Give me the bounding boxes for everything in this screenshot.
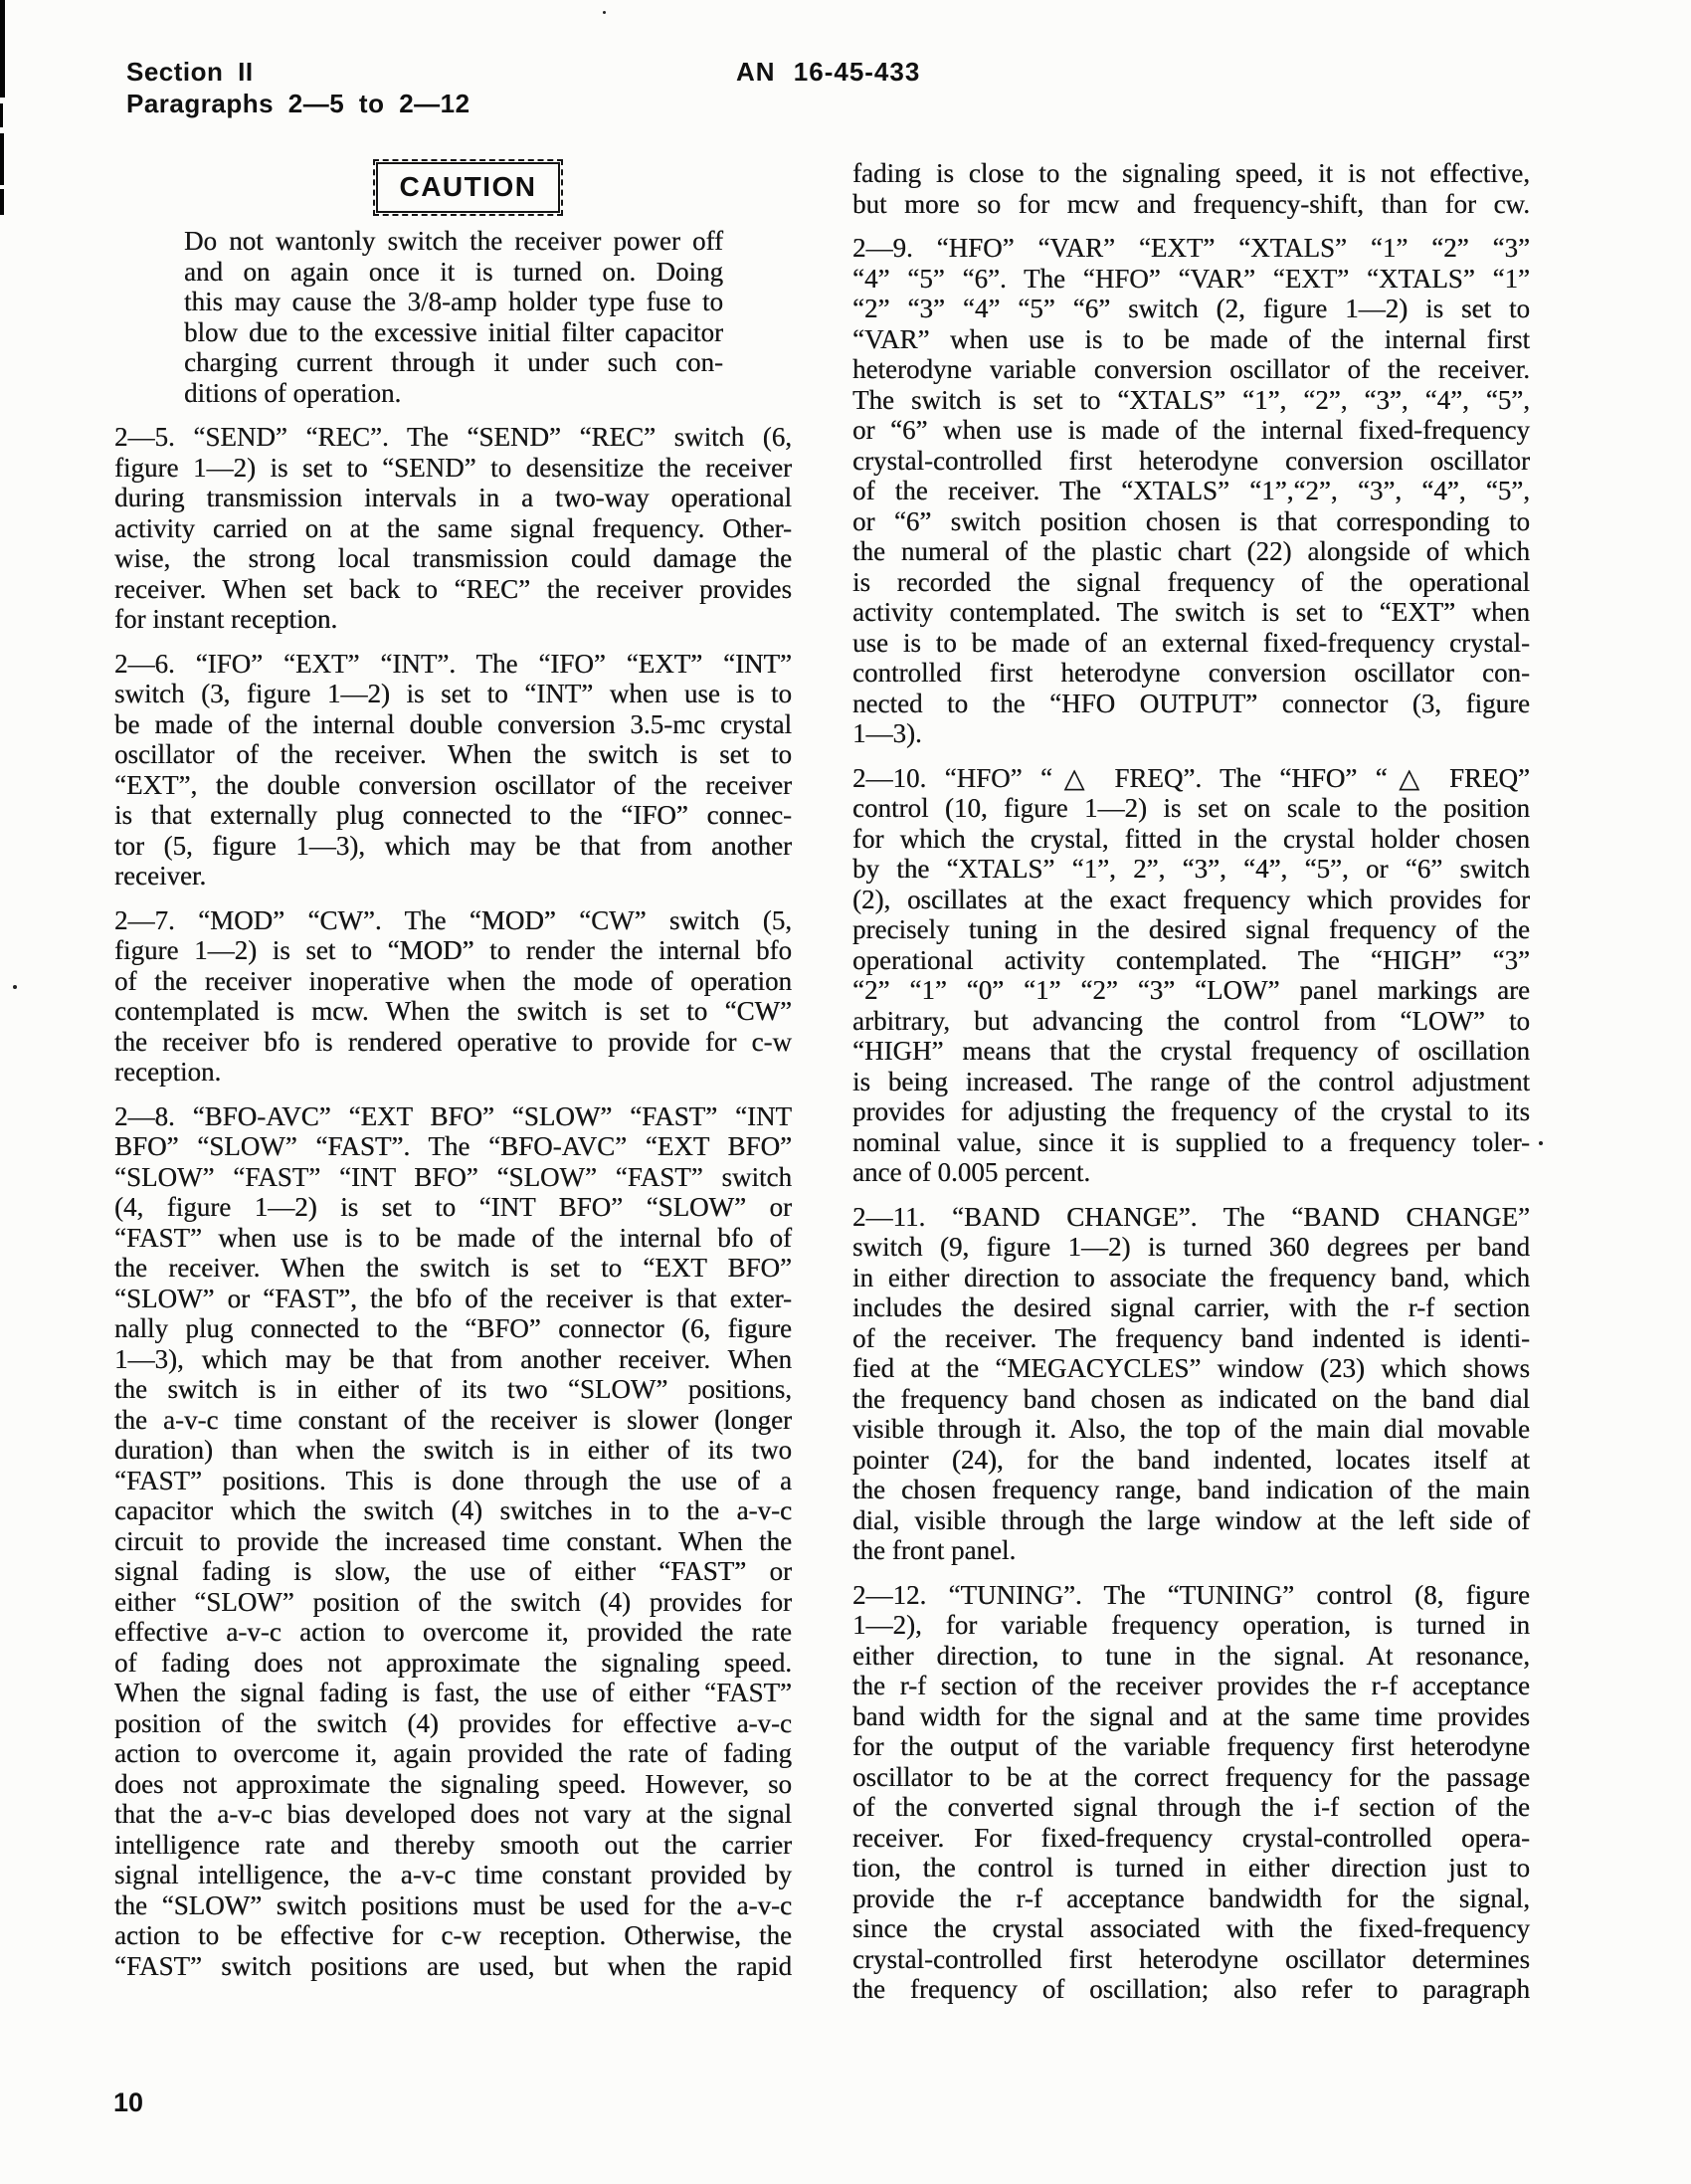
text-line: 2—8. “BFO-AVC” “EXT BFO” “SLOW” “FAST” “INT	[114, 1100, 792, 1131]
text-line: use is to be made of an external fixed-frequency crystal-	[852, 627, 1530, 658]
text-line: receiver. For fixed-frequency crystal-controlled opera-	[852, 1822, 1530, 1853]
text-line: BFO” “SLOW” “FAST”. The “BFO-AVC” “EXT BFO”	[114, 1131, 792, 1161]
text-line: effective a-v-c action to overcome it, provided the rate	[114, 1617, 792, 1647]
text-line: heterodyne variable conversion oscillator of the receiver.	[852, 354, 1530, 384]
text-line: nally plug connected to the “BFO” connector (6, figure	[114, 1313, 792, 1343]
text-line: visible through it. Also, the top of the main dial movable	[852, 1414, 1530, 1444]
text-line: The switch is set to “XTALS” “1”, “2”, “3”, “4”, “5”,	[852, 384, 1530, 415]
scan-artifact	[0, 133, 4, 185]
text-line: figure 1—2) is set to “MOD” to render the internal bfo	[114, 935, 792, 965]
text-line: 2—7. “MOD” “CW”. The “MOD” “CW” switch (5,	[114, 904, 792, 935]
text-line: operational activity contemplated. The “HIGH” “3”	[852, 944, 1530, 975]
paragraph-2-10	[852, 763, 1530, 1188]
text-line: the r-f section of the receiver provides the r-f acceptance	[852, 1671, 1530, 1700]
text-line: since the crystal associated with the fixed-frequency	[852, 1913, 1530, 1943]
text-line: includes the desired signal carrier, with the r-f section	[852, 1292, 1530, 1322]
text-line: this may cause the 3/8-amp holder type fuse to	[184, 287, 723, 316]
text-line: or “6” when use is made of the internal fixed-frequency	[852, 415, 1530, 445]
text-line: the numeral of the plastic chart (22) alongside of which	[852, 536, 1530, 566]
text-line: “FAST” when use is to be made of the internal bfo of	[114, 1222, 792, 1253]
scan-artifact	[0, 0, 5, 98]
text-line: of the converted signal through the i-f section of the	[852, 1792, 1530, 1822]
text-line: that the a-v-c bias developed does not vary at the signal	[114, 1799, 792, 1829]
text-line: pointer (24), for the band indented, locates itself at	[852, 1444, 1530, 1475]
right-column	[852, 158, 1530, 2005]
text-line: but more so for mcw and frequency-shift, than for cw.	[852, 188, 1530, 219]
text-line: switch (9, figure 1—2) is turned 360 degrees per band	[852, 1232, 1530, 1262]
paragraph-range: Paragraphs 2—5 to 2—12	[126, 89, 470, 118]
text-line: “2” “3” “4” “5” “6” switch (2, figure 1—2) is set to	[852, 294, 1530, 323]
text-line: tion, the control is turned in either direction just to	[852, 1853, 1530, 1883]
text-line: is being increased. The range of the control adjustment	[852, 1066, 1530, 1096]
text-line: the a-v-c time constant of the receiver is slower (longer	[114, 1404, 792, 1435]
text-line: wise, the strong local transmission could damage the	[114, 543, 792, 573]
text-line: 1—3).	[852, 718, 922, 748]
text-line: either direction, to tune in the signal. At resonance,	[852, 1640, 1530, 1671]
text-line: receiver.	[114, 861, 207, 891]
scan-speck	[1539, 1141, 1543, 1145]
text-line: “FAST” positions. This is done through the use of a	[114, 1465, 792, 1495]
text-line: fading is close to the signaling speed, it is not effective,	[852, 158, 1530, 188]
text-line: dial, visible through the large window at the left side of	[852, 1504, 1530, 1535]
header-left	[126, 56, 470, 119]
text-line: of the receiver inoperative when the mode of operation	[114, 965, 792, 996]
text-line: control (10, figure 1—2) is set on scale to the position	[852, 793, 1530, 823]
text-line: reception.	[114, 1057, 222, 1087]
paragraph-2-11	[852, 1202, 1530, 1566]
text-line: action to be effective for c-w reception. Otherwise, the	[114, 1920, 792, 1950]
paragraph-2-6	[114, 649, 792, 892]
text-line: 2—9. “HFO” “VAR” “EXT” “XTALS” “1” “2” “3”	[852, 233, 1530, 263]
text-line: 2—5. “SEND” “REC”. The “SEND” “REC” switch (6,	[114, 422, 792, 452]
text-line: When the signal fading is fast, the use of either “FAST”	[114, 1678, 792, 1707]
text-line: for instant reception.	[114, 604, 338, 634]
text-line: receiver. When set back to “REC” the receiver provides	[114, 573, 792, 604]
caution-box	[376, 162, 560, 213]
text-line: provides for adjusting the frequency of the crystal to its	[852, 1096, 1530, 1126]
text-line: provide the r-f acceptance bandwidth for the signal,	[852, 1883, 1530, 1913]
text-line: activity contemplated. The switch is set to “EXT” when	[852, 597, 1530, 627]
text-line: either “SLOW” position of the switch (4) provides for	[114, 1586, 792, 1617]
paragraph-2-12	[852, 1580, 1530, 2005]
text-line: the chosen frequency range, band indication of the main	[852, 1475, 1530, 1504]
text-line: of the receiver. The frequency band indented is identi-	[852, 1322, 1530, 1353]
section-title: Section II	[126, 57, 254, 87]
paragraph-2-5	[114, 422, 792, 635]
text-line: action to overcome it, again provided the rate of fading	[114, 1738, 792, 1768]
left-column	[114, 422, 792, 1981]
text-line: “HIGH” means that the crystal frequency of oscillation	[852, 1036, 1530, 1066]
caution-label: CAUTION	[399, 170, 537, 202]
text-line: crystal-controlled first heterodyne oscillator determines	[852, 1943, 1530, 1974]
text-line: tor (5, figure 1—3), which may be that from another	[114, 830, 792, 861]
caution-text	[184, 226, 723, 408]
text-line: circuit to provide the increased time constant. When the	[114, 1525, 792, 1556]
text-line: oscillator to be at the correct frequency for the passage	[852, 1761, 1530, 1792]
text-line: crystal-controlled first heterodyne conversion oscillator	[852, 445, 1530, 476]
text-line: activity carried on at the same signal frequency. Other-	[114, 512, 792, 543]
text-line: the front panel.	[852, 1535, 1017, 1565]
text-line: 2—6. “IFO” “EXT” “INT”. The “IFO” “EXT” “INT”	[114, 648, 792, 679]
text-line: fied at the “MEGACYCLES” window (23) which shows	[852, 1353, 1530, 1383]
text-line: switch (3, figure 1—2) is set to “INT” when use is to	[114, 679, 792, 708]
text-line: band width for the signal and at the same time provides	[852, 1700, 1530, 1731]
paragraph-2-8	[114, 1101, 792, 1982]
text-line: Do not wantonly switch the receiver power off	[184, 226, 723, 256]
text-line: intelligence rate and thereby smooth out the carrier	[114, 1829, 792, 1860]
scan-artifact	[0, 103, 3, 127]
text-line: ditions of operation.	[184, 377, 402, 408]
text-line: 1—2), for variable frequency operation, is turned in	[852, 1610, 1530, 1640]
text-line: for which the crystal, fitted in the crystal holder chosen	[852, 823, 1530, 854]
scan-artifact	[0, 189, 4, 215]
text-line: controlled first heterodyne conversion oscillator con-	[852, 658, 1530, 688]
text-line: the frequency of oscillation; also refer to paragraph	[852, 1974, 1530, 2004]
text-line: (4, figure 1—2) is set to “INT BFO” “SLOW” or	[114, 1192, 792, 1222]
text-line: by the “XTALS” “1”, 2”, “3”, “4”, “5”, or “6” switch	[852, 854, 1530, 884]
text-line: precisely tuning in the desired signal frequency of the	[852, 914, 1530, 944]
text-line: the “SLOW” switch positions must be used for the a-v-c	[114, 1889, 792, 1920]
text-line: duration) than when the switch is in either of its two	[114, 1435, 792, 1465]
text-line: in either direction to associate the frequency band, which	[852, 1262, 1530, 1292]
text-line: be made of the internal double conversion 3.5-mc crystal	[114, 708, 792, 739]
text-line: and on again once it is turned on. Doing	[184, 256, 723, 287]
scan-speck	[603, 11, 606, 14]
text-line: nected to the “HFO OUTPUT” connector (3, figure	[852, 688, 1530, 718]
text-line: is that externally plug connected to the “IFO” connec-	[114, 800, 792, 830]
text-line: is recorded the signal frequency of the operational	[852, 566, 1530, 597]
text-line: for the output of the variable frequency first heterodyne	[852, 1731, 1530, 1761]
text-line: 2—12. “TUNING”. The “TUNING” control (8, figure	[852, 1579, 1530, 1610]
text-line: (2), oscillates at the exact frequency which provides for	[852, 884, 1530, 914]
paragraph-2-8-continued	[852, 158, 1530, 219]
text-line: does not approximate the signaling speed. However, so	[114, 1768, 792, 1799]
text-line: arbitrary, but advancing the control from “LOW” to	[852, 1005, 1530, 1036]
text-line: 1—3), which may be that from another receiver. When	[114, 1343, 792, 1374]
text-line: the frequency band chosen as indicated on the band dial	[852, 1383, 1530, 1414]
text-line: capacitor which the switch (4) switches in to the a-v-c	[114, 1495, 792, 1525]
text-line: position of the switch (4) provides for effective a-v-c	[114, 1707, 792, 1738]
text-line: “VAR” when use is to be made of the internal first	[852, 323, 1530, 354]
text-line: 2—11. “BAND CHANGE”. The “BAND CHANGE”	[852, 1201, 1530, 1232]
text-line: 2—10. “HFO” “△ FREQ”. The “HFO” “△ FREQ”	[852, 762, 1530, 793]
text-line: nominal value, since it is supplied to a frequency toler-	[852, 1126, 1530, 1157]
text-line: signal intelligence, the a-v-c time constant provided by	[114, 1860, 792, 1889]
text-line: of the receiver. The “XTALS” “1”,“2”, “3”, “4”, “5”,	[852, 476, 1530, 505]
page-number: 10	[113, 2087, 144, 2117]
text-line: the receiver bfo is rendered operative to provide for c-w	[114, 1026, 792, 1057]
scan-speck	[13, 985, 17, 989]
text-line: the switch is in either of its two “SLOW” positions,	[114, 1374, 792, 1404]
text-line: “4” “5” “6”. The “HFO” “VAR” “EXT” “XTALS” “1”	[852, 263, 1530, 294]
text-line: blow due to the excessive initial filter capacitor	[184, 316, 723, 347]
text-line: “SLOW” or “FAST”, the bfo of the receiver is that exter-	[114, 1283, 792, 1313]
paragraph-2-7	[114, 905, 792, 1088]
caution-text-block	[184, 226, 723, 408]
text-line: signal fading is slow, the use of either “FAST” or	[114, 1556, 792, 1586]
text-line: “EXT”, the double conversion oscillator of the receiver	[114, 769, 792, 800]
text-line: the receiver. When the switch is set to “EXT BFO”	[114, 1253, 792, 1283]
document-number: AN 16-45-433	[736, 57, 921, 87]
text-line: or “6” switch position chosen is that corresponding to	[852, 505, 1530, 536]
text-line: “FAST” switch positions are used, but when the rapid	[114, 1950, 792, 1981]
text-line: ance of 0.005 percent.	[852, 1157, 1091, 1187]
text-line: “2” “1” “0” “1” “2” “3” “LOW” panel markings are	[852, 975, 1530, 1005]
text-line: during transmission intervals in a two-way operational	[114, 483, 792, 512]
text-line: figure 1—2) is set to “SEND” to desensitize the receiver	[114, 452, 792, 483]
text-line: charging current through it under such con-	[184, 347, 723, 377]
text-line: “SLOW” “FAST” “INT BFO” “SLOW” “FAST” switch	[114, 1161, 792, 1192]
text-line: oscillator of the receiver. When the switch is set to	[114, 739, 792, 769]
paragraph-2-9	[852, 233, 1530, 749]
text-line: contemplated is mcw. When the switch is set to “CW”	[114, 996, 792, 1026]
text-line: of fading does not approximate the signaling speed.	[114, 1647, 792, 1678]
